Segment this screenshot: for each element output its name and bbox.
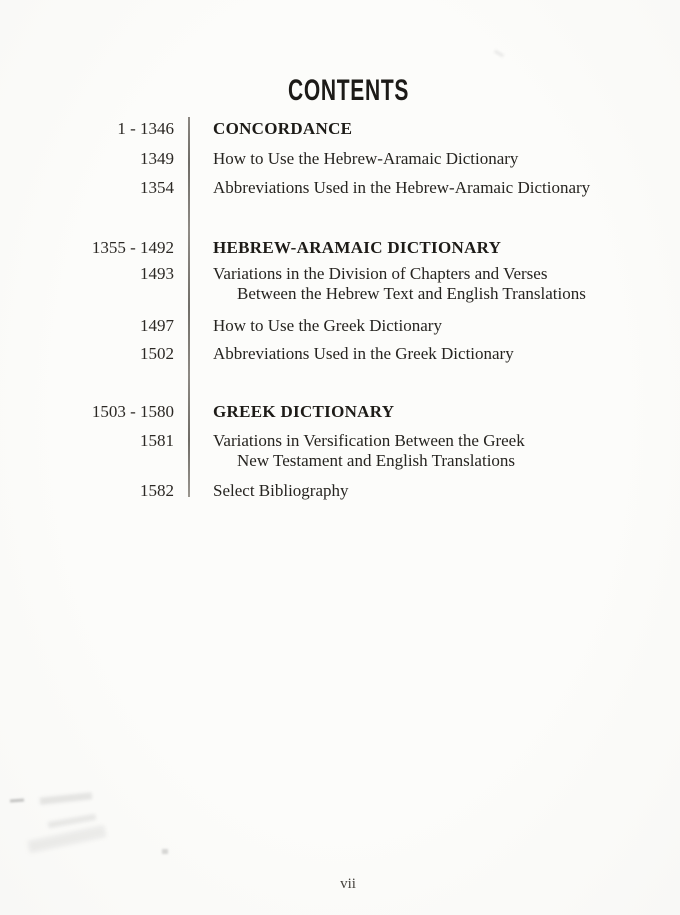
entry-title-line1: CONCORDANCE — [213, 119, 353, 138]
page-range: 1503 - 1580 — [91, 402, 174, 421]
entry-title-line1: HEBREW-ARAMAIC DICTIONARY — [213, 238, 502, 257]
entry-title — [213, 178, 653, 198]
page-range: 1581 — [140, 431, 174, 450]
entry-title-line1: Select Bibliography — [213, 481, 349, 500]
entry-title — [213, 481, 653, 501]
entry-title-line1: Variations in Versification Between the Greek — [213, 431, 525, 450]
entry-title-line1: GREEK DICTIONARY — [213, 402, 395, 421]
entry-title — [213, 238, 653, 258]
page-range: 1354 — [140, 178, 174, 197]
page-range: 1 - 1346 — [117, 119, 174, 138]
entry-title — [213, 149, 653, 169]
entry-title — [213, 431, 653, 471]
entry-title-line1: How to Use the Hebrew-Aramaic Dictionary — [213, 149, 519, 168]
page-range: 1349 — [140, 149, 174, 168]
scan-smudge — [494, 50, 504, 58]
page-title — [0, 75, 680, 107]
entry-title — [213, 402, 653, 422]
entry-title-line1: Variations in the Division of Chapters and Verses — [213, 264, 548, 283]
entry-title — [213, 119, 653, 139]
scan-smudge — [10, 799, 24, 803]
vertical-rule — [188, 117, 190, 497]
entry-title — [213, 316, 653, 336]
page-range: 1582 — [140, 481, 174, 500]
entry-title-line1: How to Use the Greek Dictionary — [213, 316, 442, 335]
scan-smudge — [48, 814, 96, 828]
entry-title — [213, 344, 653, 364]
entry-title-line2: Between the Hebrew Text and English Translations — [237, 284, 586, 303]
footer-page-number: vii — [340, 876, 356, 892]
page-range: 1493 — [140, 264, 174, 283]
scan-smudge — [28, 825, 107, 853]
entry-title-line1: Abbreviations Used in the Greek Dictionary — [213, 344, 514, 363]
page-range: 1502 — [140, 344, 174, 363]
entry-title-line1: Abbreviations Used in the Hebrew-Aramaic Dictionary — [213, 178, 591, 197]
scan-smudge — [40, 792, 92, 804]
page-range: 1355 - 1492 — [91, 238, 174, 257]
page-title-text: CONTENTS — [287, 74, 409, 108]
scan-smudge — [162, 849, 168, 854]
page-range: 1497 — [140, 316, 174, 335]
entry-title — [213, 264, 653, 304]
entry-title-line2: New Testament and English Translations — [237, 451, 516, 470]
